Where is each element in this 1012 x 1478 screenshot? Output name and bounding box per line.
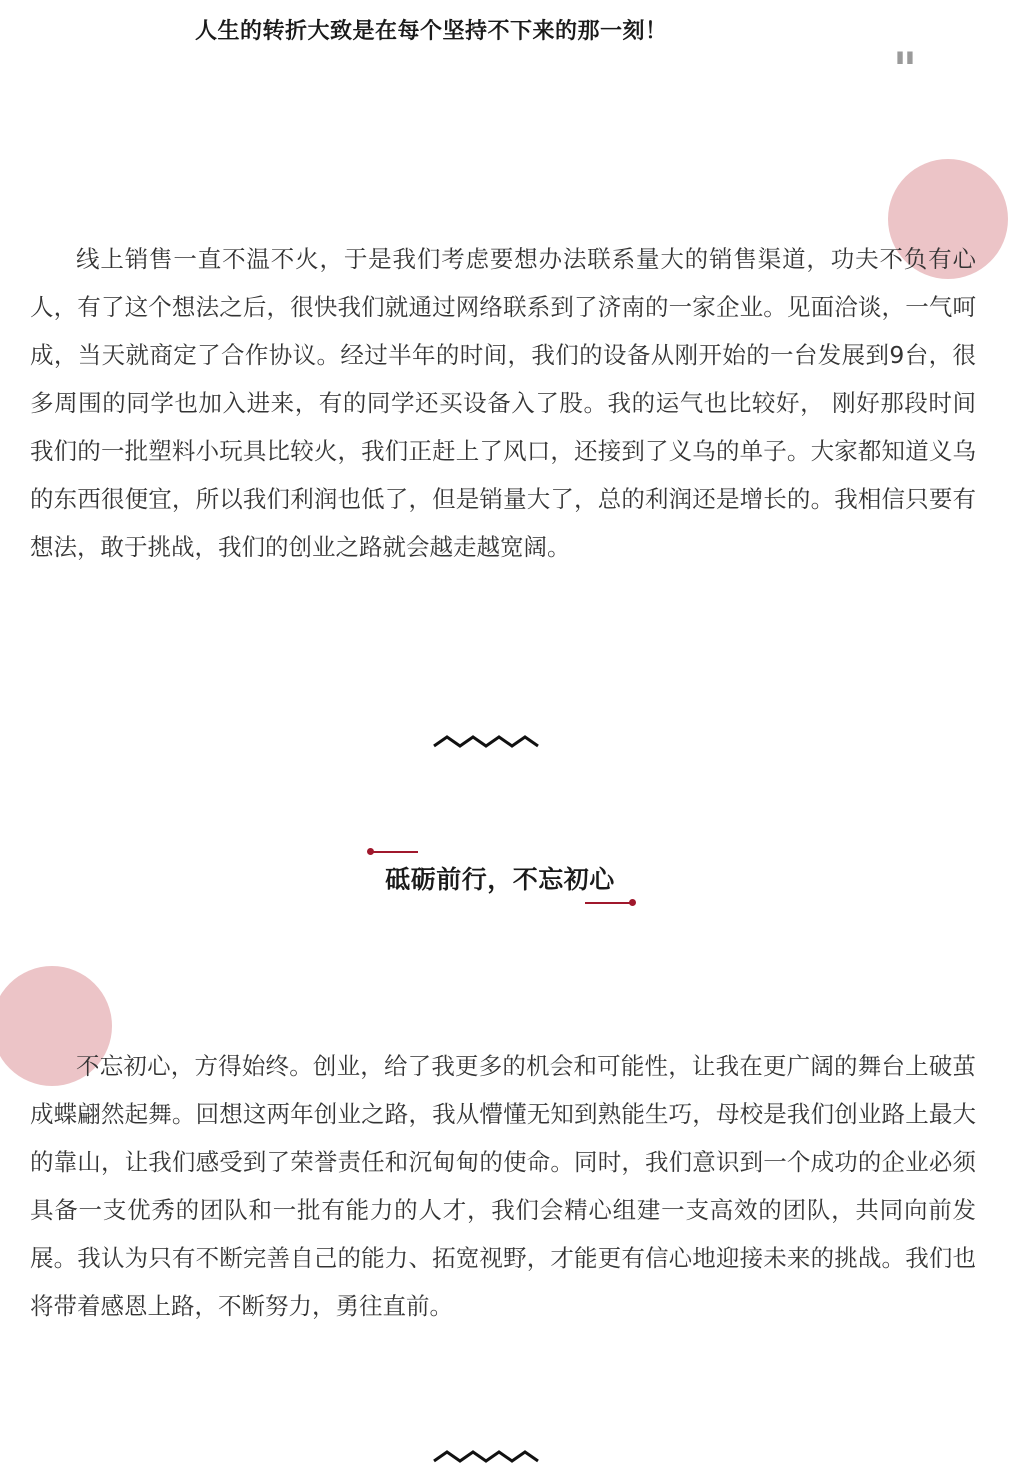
title-accent-line-bottom [585,902,631,904]
title-accent-dot-top [367,848,374,855]
paragraph-second: 不忘初心，方得始终。创业，给了我更多的机会和可能性，让我在更广阔的舞台上破茧成蝶翩然起舞。回想这两年创业之路，我从懵懂无知到熟能生巧，母校是我们创业路上最大的靠山，让我们感受到了荣誉责任和沉甸甸的使命。同时，我们意识到一个成功的企业必须具备一支优秀的团队和一批有能力的人才，我们会精心组建一支高效的团队，共同向前发展。我认为只有不断完善自己的能力、拓宽视野，才能更有信心地迎接未来的挑战。我们也将带着感恩上路，不断努力，勇往直前。 [30,1052,976,1320]
section-title: 砥砺前行，不忘初心 [385,865,615,894]
title-accent-dot-bottom [629,899,636,906]
zigzag-divider-icon [432,1448,542,1464]
quote-title: 人生的转折大致是在每个坚持不下来的那一刻！ [195,19,668,44]
paragraph-first: 线上销售一直不温不火，于是我们考虑要想办法联系量大的销售渠道，功夫不负有心人，有了这个想法之后，很快我们就通过网络联系到了济南的一家企业。见面洽谈，一气呵成，当天就商定了合作协议。经过半年的时间，我们的设备从刚开始的一台发展到9台，很多周围的同学也加入进来，有的同学还买设备入了股。我的运气也比较好， 刚好那段时间我们的一批塑料小玩具比较火，我们正赶上了风口，还接到了义乌的单子。大家都知道义乌的东西很便宜，所以我们利润也低了，但是销量大了，总的利润还是增长的。我相信只要有想法，敢于挑战，我们的创业之路就会越走越宽阔。 [30,245,976,561]
quote-mark-icon: " [893,42,917,96]
zigzag-divider-icon [432,733,542,749]
title-accent-line-top [372,851,418,853]
